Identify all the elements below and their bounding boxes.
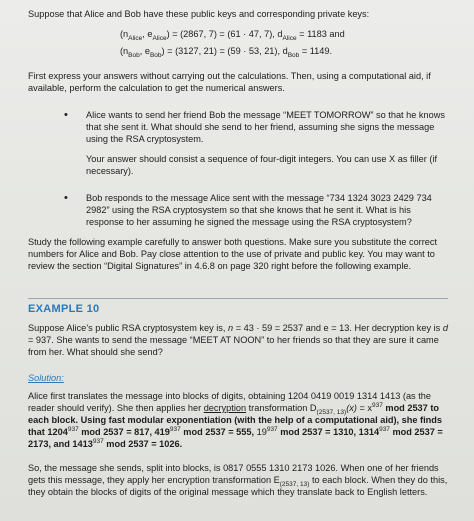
bullet-dot: • (64, 109, 68, 121)
solution-paragraph-2: So, the message she sends, split into blocks, is 0817 0555 1310 2173 1026. When one of her friends gets this message, they apply her encryption transformation $E_{(2537, 13)}$ to each block. When they do this, they obtain the blocks of digits of the original message which they translate back to English letters. (28, 463, 448, 497)
alice-keys: ($n_{Alice}$, $e_{Alice}) = (2867$, 7) = (61 · 47, 7), $d_{Alice} = 1183$ and (120, 29, 345, 42)
solution-paragraph-1: Alice first translates the message into blocks of digits, obtaining 1204 0419 0019 1314 1413 (as the reader should verify). She then applies her decryption transformation $D_{(2537, 13)}(x) = x^{937}$ mod 2537 to each block. Using fast modular exponentiation (with the help of a computational aid), she finds that 1204$^{937}$ mod 2537 = 817, $419^{937}$ mod 2537 = 555, $19^{937}$ mod 2537 = 1310, 1314$^{937}$ mod 2537 = 2173, and 1413$^{937}$ mod 2537 = 1026. (28, 391, 443, 449)
question-2: Bob responds to the message Alice sent with the message “734 1324 3023 2429 734 2982” using the RSA cryptosystem so that she knows that he sent it. What is his response to her assuming he signed the message using the RSA cryptosystem? (86, 193, 432, 227)
intro-line: Suppose that Alice and Bob have these public keys and corresponding private keys: (28, 9, 370, 19)
instructions: First express your answers without carrying out the calculations. Then, using a computational aid, if available, perform the calculation to get the numerical answers. (28, 71, 431, 93)
example-title: EXAMPLE 10 (28, 303, 100, 315)
study-note: Study the following example carefully to answer both questions. Make sure you substitute the correct numbers for Alice and Bob. Pay close attention to the use of private and public key. You may want to review the section “Digital Signatures” in 4.6.8 on page 320 right before the following example. (28, 237, 438, 271)
solution-label: Solution: (28, 373, 64, 383)
question-1-note: Your answer should consist a sequence of four-digit integers. You can use X as filler (if necessary). (86, 154, 438, 176)
bullet-dot: • (64, 192, 68, 204)
bob-keys: ($n_{Bob}$, $e_{Bob}) = (3127$, 21) = (59 · 53, 21), $d_{Bob} = 1149$. (120, 46, 333, 59)
question-1: Alice wants to send her friend Bob the message “MEET TOMORROW” so that he knows that she sent it. What should she send to her friend, assuming she signs the message using the RSA cryptosystem. (86, 110, 445, 144)
section-divider (28, 298, 448, 299)
example-statement: Suppose Alice’s public RSA cryptosystem key is, n = 43 · 59 = 2537 and e = 13. Her decryption key is d = 937. She wants to send the message “MEET AT NOON” to her friends so that they are sure it came from her. What should she send? (28, 323, 448, 357)
